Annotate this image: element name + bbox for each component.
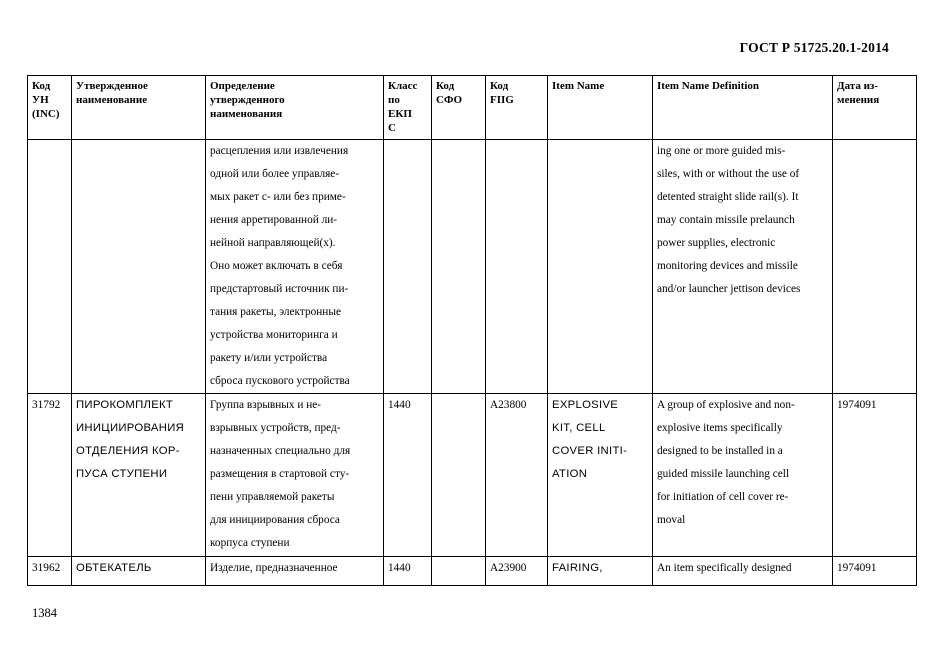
cell-line: мых ракет с- или без приме- — [210, 191, 346, 203]
cell-line: ПУСА СТУПЕНИ — [76, 468, 168, 480]
cell-line: EXPLOSIVE — [552, 399, 619, 411]
cell-line: ракету и/или устройства — [210, 352, 328, 364]
cell-line: power supplies, electronic — [657, 237, 776, 249]
cell-line: A group of explosive and non- — [657, 399, 795, 411]
table-row — [28, 394, 917, 557]
header-line: С — [388, 122, 396, 134]
inc-cell: 31792 — [28, 394, 72, 557]
item-definition-cell — [653, 394, 833, 557]
sfo-cell — [432, 394, 486, 557]
cell-line: Группа взрывных и не- — [210, 399, 322, 411]
header-line: УН — [32, 94, 49, 106]
header-line: (INC) — [32, 108, 60, 120]
fiig-cell: A23900 — [486, 557, 548, 586]
inc-cell — [28, 140, 72, 394]
col-item-name-header — [548, 76, 653, 140]
item-name-cell — [548, 140, 653, 394]
col-sfo-header — [432, 76, 486, 140]
cell-line: moval — [657, 514, 686, 526]
cell-line: нейной направляющей(х). — [210, 237, 336, 249]
col-item-definition-header — [653, 76, 833, 140]
cell-line: предстартовый источник пи- — [210, 283, 349, 295]
header-line: Определение — [210, 80, 275, 92]
table-header — [28, 76, 917, 140]
cell-line: корпуса ступени — [210, 537, 290, 549]
definition-cell — [206, 394, 384, 557]
item-definition-cell — [653, 140, 833, 394]
sfo-cell — [432, 140, 486, 394]
header-line: Утвержденное — [76, 80, 148, 92]
cell-line: monitoring devices and missile — [657, 260, 798, 272]
fiig-cell: A23800 — [486, 394, 548, 557]
cell-line: для инициирования сброса — [210, 514, 340, 526]
header-line: Код — [32, 80, 51, 92]
cell-line: KIT, CELL — [552, 422, 606, 434]
header-line: FIIG — [490, 94, 514, 106]
cell-line: размещения в стартовой сту- — [210, 468, 350, 480]
cell-line: тания ракеты, электронные — [210, 306, 341, 318]
header-line: Класс — [388, 80, 418, 92]
cell-line: for initiation of cell cover re- — [657, 491, 789, 503]
change-date-cell — [833, 140, 917, 394]
header-line: Item Name Definition — [657, 80, 760, 92]
item-name-cell — [548, 394, 653, 557]
inc-cell: 31962 — [28, 557, 72, 586]
cell-line: Изделие, предназначенное — [210, 562, 338, 574]
header-line: Код — [436, 80, 455, 92]
document-header: ГОСТ Р 51725.20.1-2014 — [739, 40, 889, 55]
definition-cell — [206, 140, 384, 394]
item-definition-cell — [653, 557, 833, 586]
cell-line: ATION — [552, 468, 588, 480]
header-line: по — [388, 94, 400, 106]
cell-line: ОБТЕКАТЕЛЬ — [76, 562, 152, 574]
approved-name-cell — [72, 394, 206, 557]
header-line: ЕКП — [388, 108, 412, 120]
cell-line: designed to be installed in a — [657, 445, 783, 457]
cell-line: взрывных устройств, пред- — [210, 422, 341, 434]
cell-line: расцепления или извлечения — [210, 145, 349, 157]
header-line: Item Name — [552, 80, 605, 92]
approved-name-cell — [72, 140, 206, 394]
cell-line: may contain missile prelaunch — [657, 214, 795, 226]
approved-name-cell — [72, 557, 206, 586]
header-line: утвержденного — [210, 94, 285, 106]
cell-line: Оно может включать в себя — [210, 260, 343, 272]
class-cell — [384, 140, 432, 394]
cell-line: and/or launcher jettison devices — [657, 283, 801, 295]
col-fiig-header — [486, 76, 548, 140]
header-line: наименование — [76, 94, 148, 106]
cell-line: ПИРОКОМПЛЕКТ — [76, 399, 174, 411]
definition-cell — [206, 557, 384, 586]
change-date-cell: 1974091 — [833, 394, 917, 557]
header-line: Дата из- — [837, 80, 878, 92]
table-body — [28, 140, 917, 586]
header-line: СФО — [436, 94, 463, 106]
cell-line: назначенных специально для — [210, 445, 351, 457]
col-change-date-header — [833, 76, 917, 140]
col-inc-header — [28, 76, 72, 140]
table-row — [28, 140, 917, 394]
cell-line: ОТДЕЛЕНИЯ КОР- — [76, 445, 180, 457]
specification-table — [27, 75, 917, 586]
cell-line: пени управляемой ракеты — [210, 491, 335, 503]
fiig-cell — [486, 140, 548, 394]
class-cell: 1440 — [384, 394, 432, 557]
cell-line: устройства мониторинга и — [210, 329, 338, 341]
header-line: наименования — [210, 108, 283, 120]
cell-line: сброса пускового устройства — [210, 375, 350, 387]
header-line: менения — [837, 94, 880, 106]
page-number: 1384 — [32, 606, 57, 620]
cell-line: ing one or more guided mis- — [657, 145, 786, 157]
col-approved-name-header — [72, 76, 206, 140]
cell-line: FAIRING, — [552, 562, 603, 574]
cell-line: COVER INITI- — [552, 445, 628, 457]
header-line: Код — [490, 80, 509, 92]
class-cell: 1440 — [384, 557, 432, 586]
col-class-header — [384, 76, 432, 140]
sfo-cell — [432, 557, 486, 586]
cell-line: guided missile launching cell — [657, 468, 790, 480]
change-date-cell: 1974091 — [833, 557, 917, 586]
cell-line: нения арретированной ли- — [210, 214, 338, 226]
cell-line: одной или более управляе- — [210, 168, 340, 180]
table-row — [28, 557, 917, 586]
cell-line: ИНИЦИИРОВАНИЯ — [76, 422, 185, 434]
item-name-cell — [548, 557, 653, 586]
cell-line: siles, with or without the use of — [657, 168, 800, 180]
cell-line: An item specifically designed — [657, 562, 792, 574]
col-definition-header — [206, 76, 384, 140]
cell-line: explosive items specifically — [657, 422, 783, 434]
cell-line: detented straight slide rail(s). It — [657, 191, 799, 203]
header-row — [28, 76, 917, 140]
